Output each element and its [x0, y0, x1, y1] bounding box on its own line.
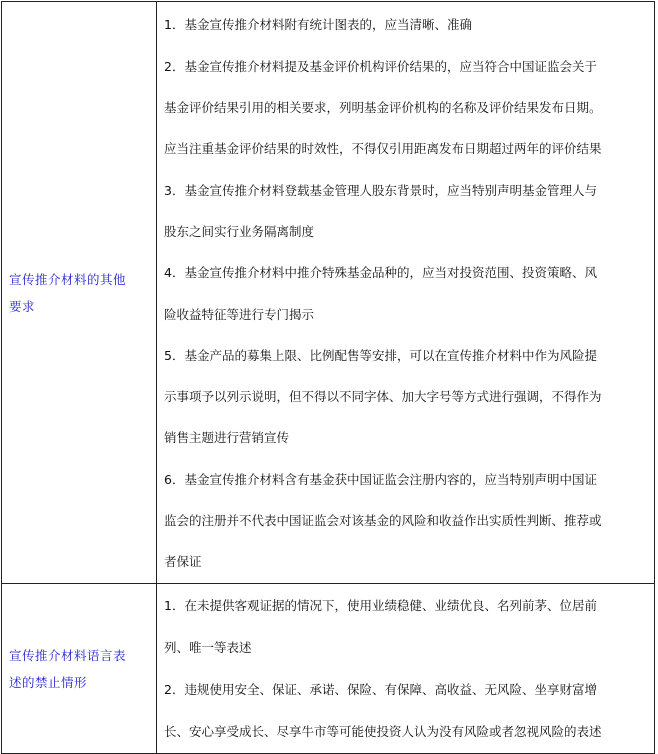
row-label-line: 宣传推介材料的其他 [9, 271, 127, 287]
content-line: 示事项予以列示说明，但不得以不同字体、加大字号等方式进行强调，不得作为 [164, 389, 602, 405]
content-line: 2．违规使用安全、保证、承诺、保险、有保障、高收益、无风险、坐享财富增 [164, 681, 597, 697]
content-line: 销售主题进行营销宣传 [164, 430, 290, 446]
content-line: 基金评价结果引用的相关要求，列明基金评价机构的名称及评价结果发布日期。 [164, 100, 602, 116]
content-line: 股东之间实行业务隔离制度 [164, 223, 315, 239]
content-line: 监会的注册并不代表中国证监会对该基金的风险和收益作出实质性判断、推荐或 [164, 512, 602, 528]
row-label-cell [2, 584, 157, 754]
content-line: 3．基金宣传推介材料登载基金管理人股东背景时，应当特别声明基金管理人与 [164, 182, 597, 198]
content-line: 险收益特征等进行专门揭示 [164, 306, 315, 322]
content-line: 列、唯一等表述 [164, 639, 252, 655]
content-line: 5．基金产品的募集上限、比例配售等安排，可以在宣传推介材料中作为风险提 [164, 347, 597, 363]
row-label-line: 宣传推介材料语言表 [9, 647, 127, 663]
row-label-line: 述的禁止情形 [9, 674, 88, 690]
content-line: 4．基金宣传推介材料中推介特殊基金品种的，应当对投资范围、投资策略、风 [164, 265, 597, 281]
rules-table [1, 1, 655, 754]
content-line: 应当注重基金评价结果的时效性，不得仅引用距离发布日期超过两年的评价结果 [164, 141, 602, 157]
row-label [2, 642, 156, 696]
table-row [2, 2, 655, 584]
content-line: 1．在未提供客观证据的情况下，使用业绩稳健、业绩优良、名列前茅、位居前 [164, 597, 597, 613]
content-line: 1．基金宣传推介材料附有统计图表的，应当清晰、准确 [164, 17, 472, 33]
row-label [2, 266, 156, 320]
row-label-line: 要求 [9, 298, 36, 314]
content-line: 长、安心享受成长、尽享牛市等可能使投资人认为没有风险或者忽视风险的表述 [164, 723, 602, 739]
content-line: 6．基金宣传推介材料含有基金获中国证监会注册内容的，应当特别声明中国证 [164, 471, 597, 487]
row-label-cell [2, 2, 157, 584]
content-line: 2．基金宣传推介材料提及基金评价机构评价结果的，应当符合中国证监会关于 [164, 58, 597, 74]
row-content-cell [157, 584, 655, 754]
content-line: 者保证 [164, 554, 202, 570]
row-content-cell [157, 2, 655, 584]
table-row [2, 584, 655, 754]
